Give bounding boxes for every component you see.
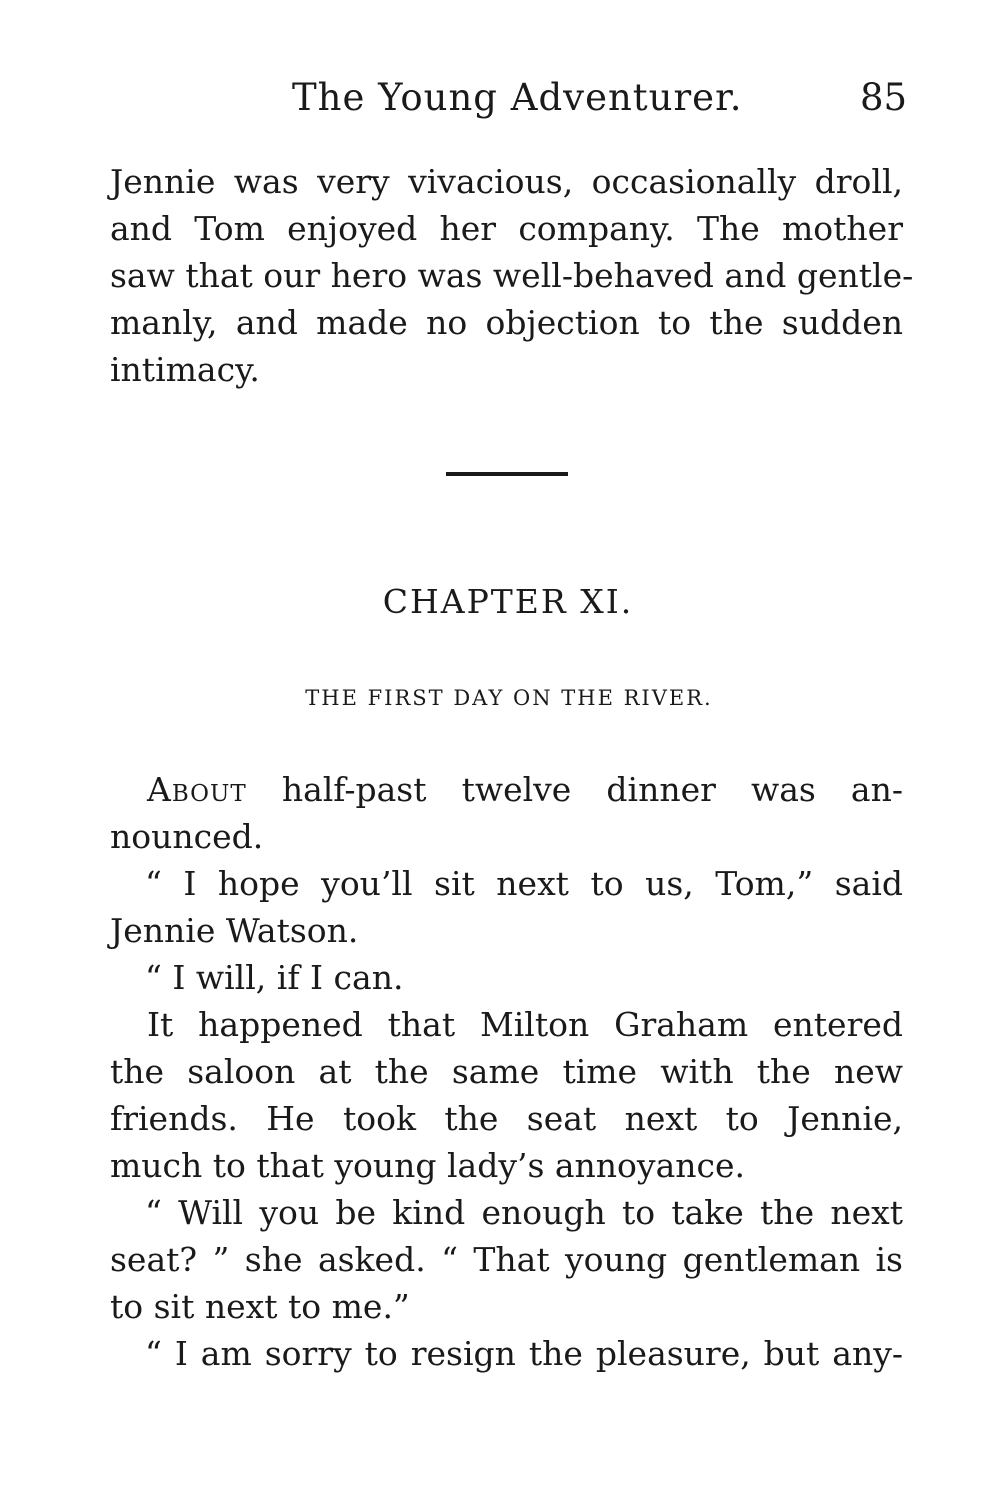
text-line: “ I will, if I can.	[145, 958, 404, 997]
text-line: nounced.	[110, 817, 264, 856]
running-head	[0, 76, 1000, 126]
text-line: to sit next to me.”	[110, 1287, 410, 1326]
text-line: It happened that Milton Graham entered	[147, 1005, 903, 1044]
text-line: seat? ” she asked. “ That young gentleman is	[110, 1240, 903, 1279]
text-line: “ Will you be kind enough to take the next	[145, 1193, 903, 1232]
text-line: “ I hope you’ll sit next to us, Tom,” said	[145, 864, 903, 903]
section-divider-rule	[446, 472, 568, 476]
opening-line-rest: half-past twelve dinner was an-	[246, 770, 903, 809]
page-number: 85	[860, 76, 908, 119]
text-line-opening	[110, 766, 903, 813]
text-line: much to that young lady’s annoyance.	[110, 1146, 745, 1185]
text-line: Jennie was very vivacious, occasionally droll,	[110, 162, 903, 201]
text-line: intimacy.	[110, 350, 260, 389]
chapter-body	[110, 766, 903, 1377]
paragraph-continued	[110, 158, 914, 393]
chapter-subtitle: THE FIRST DAY ON THE RIVER.	[305, 686, 713, 710]
text-line: manly, and made no objection to the sudden	[110, 303, 903, 342]
text-line: “ I am sorry to resign the pleasure, but any-	[145, 1334, 903, 1373]
opening-word: About	[147, 770, 247, 809]
text-line: saw that our hero was well-behaved and gentle-	[110, 256, 914, 295]
text-line: Jennie Watson.	[110, 911, 359, 950]
chapter-heading: CHAPTER XI.	[382, 582, 634, 621]
text-line: the saloon at the same time with the new	[110, 1052, 903, 1091]
text-line: friends. He took the seat next to Jennie,	[110, 1099, 903, 1138]
text-line: and Tom enjoyed her company. The mother	[110, 209, 903, 248]
running-title: The Young Adventurer.	[292, 76, 743, 119]
